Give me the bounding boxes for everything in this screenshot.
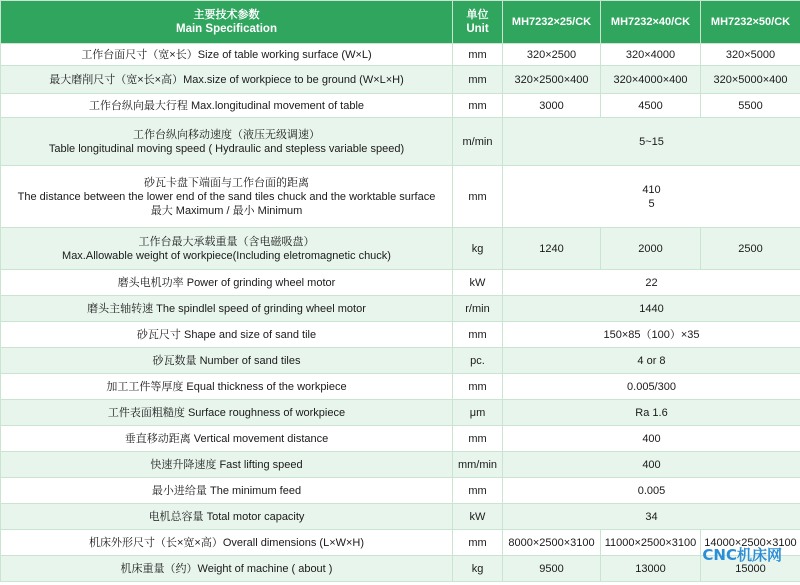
unit-cell: mm xyxy=(453,478,503,504)
spec-row xyxy=(1,322,800,348)
value-cell xyxy=(503,118,800,166)
header-model-25: MH7232×25/CK xyxy=(503,1,601,44)
param-line: 工作台最大承载重量（含电磁吸盘） xyxy=(138,235,315,248)
value-line: 400 xyxy=(642,432,661,445)
unit-cell: kg xyxy=(453,228,503,270)
value-cell: 320×4000×400 xyxy=(601,66,701,94)
spec-row xyxy=(1,270,800,296)
unit-cell: mm xyxy=(453,530,503,556)
spec-row xyxy=(1,94,800,118)
header-unit-en: Unit xyxy=(466,23,489,35)
unit-cell: mm xyxy=(453,66,503,94)
value-cell: 15000 xyxy=(701,556,800,582)
header-spec-cn: 主要技术参数 xyxy=(193,9,260,21)
value-line: 5 xyxy=(648,197,655,210)
value-cell: 1240 xyxy=(503,228,601,270)
param-cell xyxy=(1,270,453,296)
header-unit xyxy=(453,1,503,44)
unit-cell: kg xyxy=(453,556,503,582)
value-cell: 320×2500×400 xyxy=(503,66,601,94)
spec-row xyxy=(1,374,800,400)
spec-row xyxy=(1,118,800,166)
param-line: 机床外形尺寸（长×宽×高）Overall dimensions (L×W×H) xyxy=(88,536,365,549)
unit-cell: mm/min xyxy=(453,452,503,478)
header-row xyxy=(1,1,800,44)
param-cell xyxy=(1,556,453,582)
spec-row xyxy=(1,556,800,582)
unit-cell: r/min xyxy=(453,296,503,322)
value-cell xyxy=(503,478,800,504)
spec-row xyxy=(1,426,800,452)
value-cell xyxy=(503,348,800,374)
param-line: 磨头主轴转速 The spindlel speed of grinding wheel motor xyxy=(87,302,366,315)
watermark: CNC机床网 xyxy=(702,546,782,564)
param-cell xyxy=(1,66,453,94)
unit-cell: pc. xyxy=(453,348,503,374)
value-cell: 2000 xyxy=(601,228,701,270)
spec-row xyxy=(1,44,800,66)
unit-cell: kW xyxy=(453,270,503,296)
value-line: 0.005 xyxy=(637,484,666,497)
value-cell: 3000 xyxy=(503,94,601,118)
value-cell: 11000×2500×3100 xyxy=(601,530,701,556)
param-line: The distance between the lower end of the sand tiles chuck and the worktable surface xyxy=(17,190,436,203)
spec-row xyxy=(1,228,800,270)
header-model-40: MH7232×40/CK xyxy=(601,1,701,44)
value-line: 150×85（100）×35 xyxy=(603,328,700,341)
param-line: 工作台纵向最大行程 Max.longitudinal movement of table xyxy=(88,99,365,112)
unit-cell: mm xyxy=(453,166,503,228)
value-cell: 320×5000 xyxy=(701,44,800,66)
param-line: 砂瓦数量 Number of sand tiles xyxy=(152,354,301,367)
value-cell xyxy=(503,374,800,400)
param-cell xyxy=(1,504,453,530)
spec-row xyxy=(1,478,800,504)
spec-row xyxy=(1,296,800,322)
param-cell xyxy=(1,426,453,452)
param-cell xyxy=(1,530,453,556)
spec-row xyxy=(1,66,800,94)
param-cell xyxy=(1,94,453,118)
value-cell: 9500 xyxy=(503,556,601,582)
header-unit-cn: 单位 xyxy=(466,9,489,21)
value-cell: 320×5000×400 xyxy=(701,66,800,94)
value-cell: 14000×2500×3100 xyxy=(701,530,800,556)
spec-row xyxy=(1,452,800,478)
unit-cell: mm xyxy=(453,44,503,66)
spec-row xyxy=(1,166,800,228)
value-line: 1440 xyxy=(639,302,664,315)
param-line: 砂瓦卡盘下端面与工作台面的距离 xyxy=(144,176,309,189)
param-line: 加工工件等厚度 Equal thickness of the workpiece xyxy=(106,380,347,393)
param-cell xyxy=(1,452,453,478)
unit-cell: mm xyxy=(453,426,503,452)
value-line: 4 or 8 xyxy=(637,354,666,367)
param-cell xyxy=(1,228,453,270)
unit-cell: mm xyxy=(453,374,503,400)
value-cell: 320×4000 xyxy=(601,44,701,66)
param-line: Max.Allowable weight of workpiece(Including eletromagnetic chuck) xyxy=(62,249,391,262)
param-line: 机床重量（约）Weight of machine ( about ) xyxy=(120,562,333,575)
value-line: 400 xyxy=(642,458,661,471)
param-cell xyxy=(1,348,453,374)
spec-row xyxy=(1,504,800,530)
value-cell xyxy=(503,400,800,426)
param-line: 工作台面尺寸（宽×长）Size of table working surface (W×L) xyxy=(81,48,372,61)
header-model-50: MH7232×50/CK xyxy=(701,1,800,44)
value-line: 5~15 xyxy=(639,135,664,148)
value-cell: 4500 xyxy=(601,94,701,118)
param-line: 最小进给量 The minimum feed xyxy=(151,484,302,497)
value-line: 0.005/300 xyxy=(627,380,676,393)
param-line: 工作台纵向移动速度（液压无级调速） xyxy=(133,128,320,141)
param-cell xyxy=(1,118,453,166)
value-cell: 8000×2500×3100 xyxy=(503,530,601,556)
param-line: 最大 Maximum / 最小 Minimum xyxy=(150,204,303,217)
param-line: 砂瓦尺寸 Shape and size of sand tile xyxy=(136,328,317,341)
value-cell xyxy=(503,504,800,530)
value-cell: 2500 xyxy=(701,228,800,270)
value-cell xyxy=(503,452,800,478)
spec-row xyxy=(1,348,800,374)
param-cell xyxy=(1,296,453,322)
unit-cell: μm xyxy=(453,400,503,426)
param-cell xyxy=(1,400,453,426)
param-line: 垂直移动距离 Vertical movement distance xyxy=(124,432,329,445)
value-cell xyxy=(503,426,800,452)
param-cell xyxy=(1,374,453,400)
param-cell xyxy=(1,166,453,228)
param-cell xyxy=(1,478,453,504)
unit-cell: mm xyxy=(453,94,503,118)
param-line: 快速升降速度 Fast lifting speed xyxy=(150,458,303,471)
unit-cell: mm xyxy=(453,322,503,348)
value-line: Ra 1.6 xyxy=(635,406,668,419)
value-cell: 320×2500 xyxy=(503,44,601,66)
spec-row xyxy=(1,530,800,556)
unit-cell: m/min xyxy=(453,118,503,166)
header-spec-en: Main Specification xyxy=(176,23,277,35)
spec-body xyxy=(1,44,800,582)
unit-cell: kW xyxy=(453,504,503,530)
value-line: 22 xyxy=(645,276,658,289)
value-cell xyxy=(503,296,800,322)
value-line: 410 xyxy=(642,183,661,196)
param-line: 电机总容量 Total motor capacity xyxy=(148,510,305,523)
param-line: 工件表面粗糙度 Surface roughness of workpiece xyxy=(107,406,346,419)
value-cell xyxy=(503,166,800,228)
param-line: 最大磨削尺寸（宽×长×高）Max.size of workpiece to be ground (W×L×H) xyxy=(49,73,404,86)
spec-row xyxy=(1,400,800,426)
value-cell: 13000 xyxy=(601,556,701,582)
param-line: Table longitudinal moving speed ( Hydraulic and stepless variable speed) xyxy=(48,142,405,155)
value-cell xyxy=(503,322,800,348)
value-line: 34 xyxy=(645,510,658,523)
value-cell xyxy=(503,270,800,296)
header-spec xyxy=(1,1,453,44)
param-cell xyxy=(1,44,453,66)
param-cell xyxy=(1,322,453,348)
param-line: 磨头电机功率 Power of grinding wheel motor xyxy=(117,276,336,289)
value-cell: 5500 xyxy=(701,94,800,118)
